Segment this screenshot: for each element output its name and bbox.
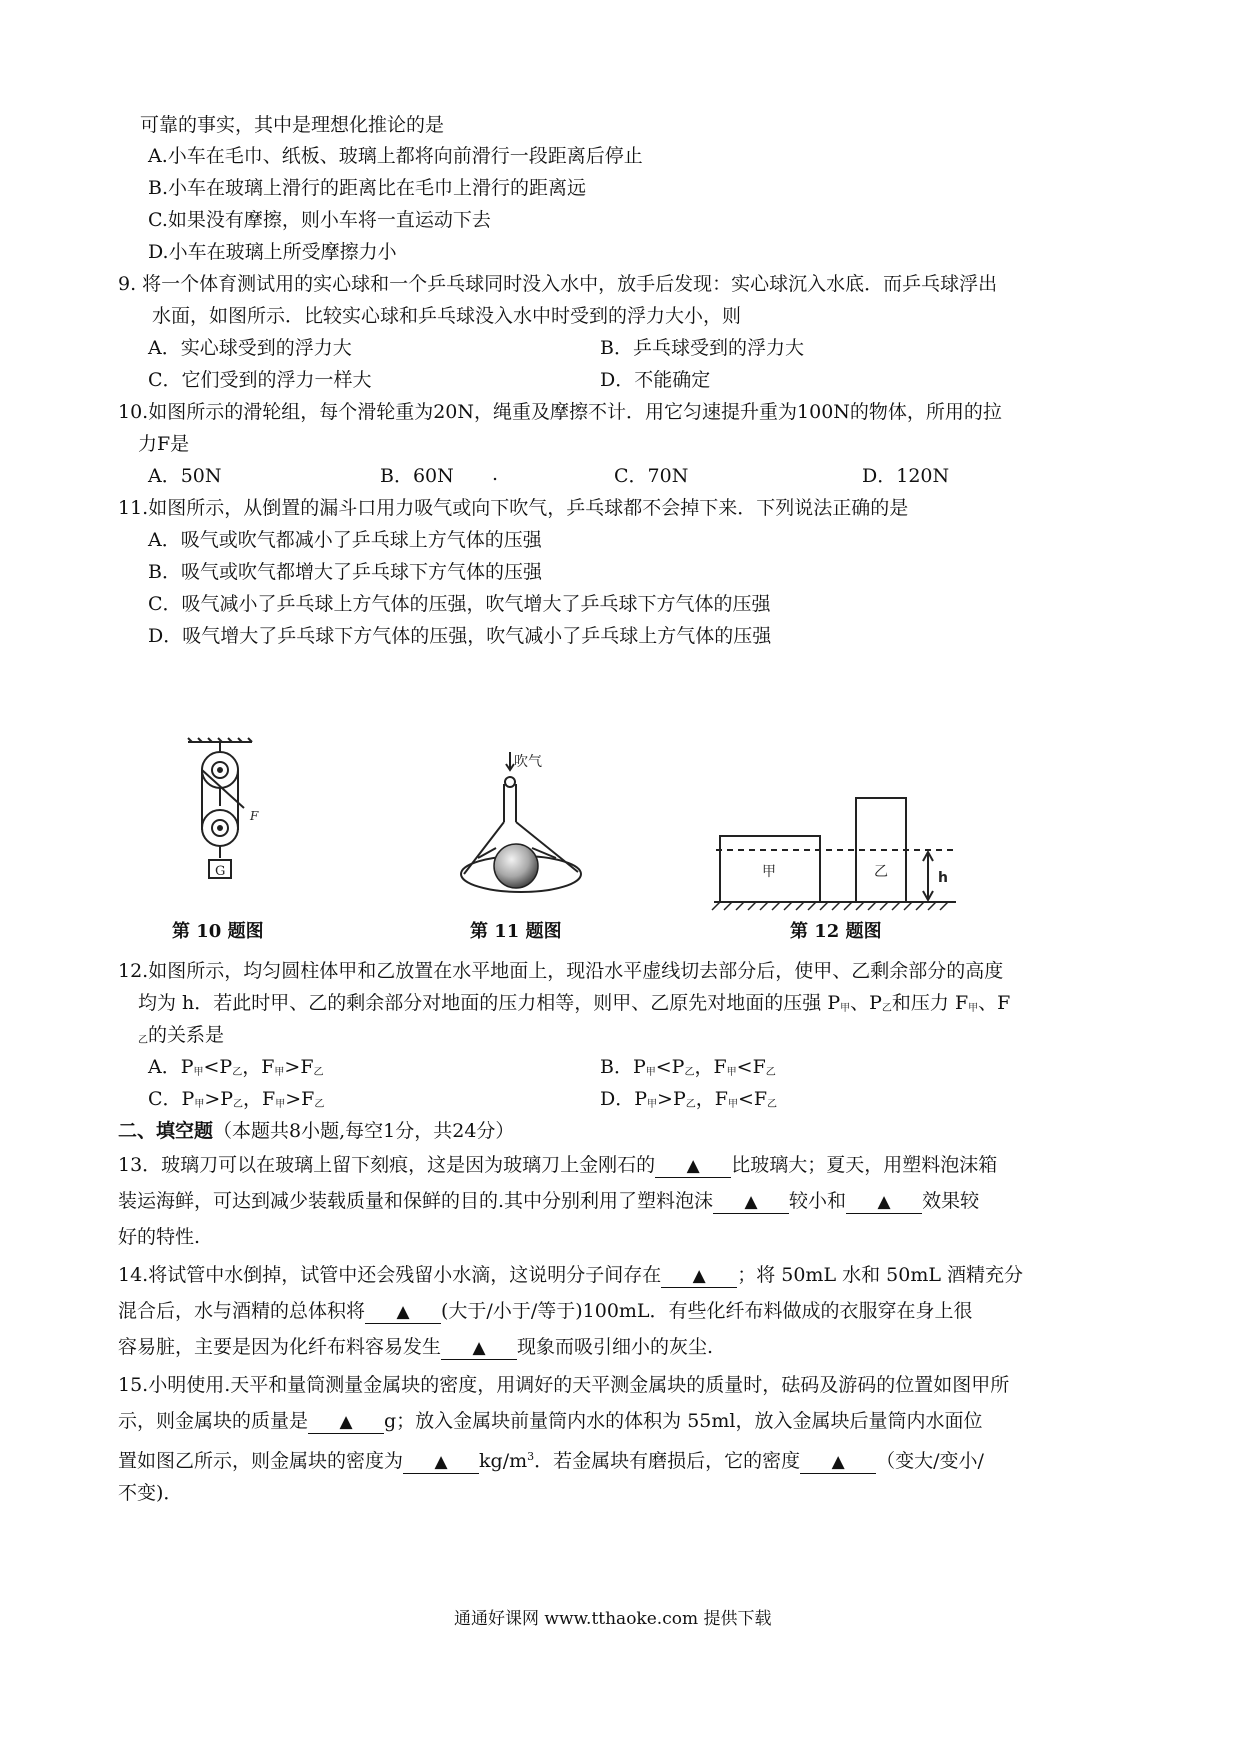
q14-blank-2[interactable]: ▲ (365, 1301, 441, 1324)
fig11-blow-label: 吹气 (514, 754, 542, 770)
q12-option-b: B．$P_甲<P_乙$，$F_甲<F_乙$ (600, 1056, 776, 1078)
q11-option-d: D．吸气增大了乒乓球下方气体的压强，吹气减小了乒乓球上方气体的压强 (148, 625, 772, 647)
q10-stray-dot: . (492, 463, 499, 485)
q14-line3: 容易脏，主要是因为化纤布料容易发生 ▲ 现象而吸引细小的灰尘. (118, 1336, 714, 1358)
q12-option-c: C．$P_甲>P_乙$，$F_甲>F_乙$ (148, 1088, 325, 1110)
q15-line3: 置如图乙所示，则金属块的密度为 ▲ $kg/m^3$．若金属块有磨损后，它的密度 ▲ （变大/变小/ (118, 1450, 984, 1472)
fig12-cylinders-diagram (706, 788, 966, 910)
section2-note: （本题共8小题,每空1分，共24分） (213, 1120, 515, 1142)
q8-option-b: B.小车在玻璃上滑行的距离比在毛巾上滑行的距离远 (148, 177, 587, 199)
q14-line2: 混合后，水与酒精的总体积将 ▲ (大于/小于/等于)100mL．有些化纤布料做成的衣服穿在身上很 (118, 1300, 973, 1322)
q14-blank-1[interactable]: ▲ (661, 1265, 737, 1288)
q12-option-d: D．$P_甲>P_乙$，$F_甲<F_乙$ (600, 1088, 778, 1110)
q11-option-a: A．吸气或吹气都减小了乒乓球上方气体的压强 (148, 529, 542, 551)
q8-option-d: D.小车在玻璃上所受摩擦力小 (148, 241, 397, 263)
q9-stem-line1: 9. 将一个体育测试用的实心球和一个乒乓球同时没入水中，放手后发现：实心球沉入水底．而乒乓球浮出 (118, 273, 998, 295)
q9-option-d: D．不能确定 (600, 369, 711, 391)
fig10-pulley-diagram (178, 738, 268, 898)
fig12-caption: 第 12 题图 (790, 921, 882, 942)
q15-line1: 15.小明使用.天平和量筒测量金属块的密度，用调好的天平测金属块的质量时，砝码及游码的位置如图甲所 (118, 1374, 1010, 1396)
q8-option-c: C.如果没有摩擦，则小车将一直运动下去 (148, 209, 491, 231)
q14-blank-3[interactable]: ▲ (441, 1337, 517, 1360)
fig11-funnel-diagram (456, 752, 606, 902)
q12-stem-line1: 12.如图所示，均匀圆柱体甲和乙放置在水平地面上，现沿水平虚线切去部分后，使甲、乙剩余部分的高度 (118, 960, 1004, 982)
q10-option-a: A．50N (148, 465, 222, 487)
q13-blank-3[interactable]: ▲ (846, 1191, 922, 1214)
q10-option-b: B．60N (380, 465, 454, 487)
q12-stem-line3: $_乙$的关系是 (138, 1024, 225, 1046)
q15-blank-mass[interactable]: ▲ (308, 1411, 384, 1434)
fig12-h-label: h (938, 870, 948, 886)
q11-stem: 11.如图所示，从倒置的漏斗口用力吸气或向下吹气，乒乓球都不会掉下来．下列说法正确的是 (118, 497, 909, 519)
q13-line2: 装运海鲜，可达到减少装载质量和保鲜的目的.其中分别利用了塑料泡沫 ▲ 较小和 ▲ 效果较 (118, 1190, 980, 1212)
fig12-jia-label: 甲 (762, 864, 776, 880)
fig12-yi-label: 乙 (874, 864, 888, 880)
q11-option-b: B．吸气或吹气都增大了乒乓球下方气体的压强 (148, 561, 542, 583)
section2-heading (118, 1118, 514, 1144)
q10-stem-line2: 力F是 (138, 433, 190, 455)
q10-stem-line1: 10.如图所示的滑轮组，每个滑轮重为20N，绳重及摩擦不计．用它匀速提升重为100N的物体，所用的拉 (118, 401, 1002, 423)
fig10-caption: 第 10 题图 (172, 921, 264, 942)
q9-option-c: C．它们受到的浮力一样大 (148, 369, 372, 391)
q15-line4: 不变)． (118, 1482, 183, 1504)
fig11-caption: 第 11 题图 (470, 921, 562, 942)
section2-title: 二、填空题 (118, 1120, 214, 1142)
q9-stem-line2: 水面，如图所示．比较实心球和乒乓球没入水中时受到的浮力大小，则 (152, 305, 742, 327)
q9-option-a: A．实心球受到的浮力大 (148, 337, 352, 359)
q9-option-b: B．乒乓球受到的浮力大 (600, 337, 804, 359)
fig10-force-label: F (250, 809, 259, 823)
q15-blank-density[interactable]: ▲ (403, 1451, 479, 1474)
q13-blank-1[interactable]: ▲ (655, 1155, 731, 1178)
q12-stem-line2: 均为 h．若此时甲、乙的剩余部分对地面的压力相等，则甲、乙原先对地面的压强 $P_甲$、$P_乙$和压力 $F_甲$、F (138, 992, 1011, 1014)
q13-line1: 13．玻璃刀可以在玻璃上留下刻痕，这是因为玻璃刀上金刚石的 ▲ 比玻璃大；夏天，用塑料泡沫箱 (118, 1154, 998, 1176)
q10-option-d: D．120N (862, 465, 950, 487)
q8-stem-tail: 可靠的事实，其中是理想化推论的是 (140, 114, 445, 136)
footer-credit: 通通好课网 www.tthaoke.com 提供下载 (454, 1609, 772, 1629)
q10-option-c: C．70N (614, 465, 689, 487)
q8-option-a: A.小车在毛巾、纸板、玻璃上都将向前滑行一段距离后停止 (148, 145, 643, 167)
q14-line1: 14.将试管中水倒掉，试管中还会残留小水滴，这说明分子间存在 ▲ ；将 50mL 水和 50mL 酒精充分 (118, 1264, 1023, 1286)
q13-line3: 好的特性. (118, 1226, 201, 1248)
q13-blank-2[interactable]: ▲ (713, 1191, 789, 1214)
q15-line2: 示，则金属块的质量是 ▲ g；放入金属块前量筒内水的体积为 55ml，放入金属块后量筒内水面位 (118, 1410, 983, 1432)
q15-blank-change[interactable]: ▲ (800, 1451, 876, 1474)
fig10-weight-label: G (215, 864, 226, 879)
q11-option-c: C．吸气减小了乒乓球上方气体的压强，吹气增大了乒乓球下方气体的压强 (148, 593, 771, 615)
q12-option-a: A．$P_甲<P_乙$，$F_甲>F_乙$ (148, 1056, 324, 1078)
